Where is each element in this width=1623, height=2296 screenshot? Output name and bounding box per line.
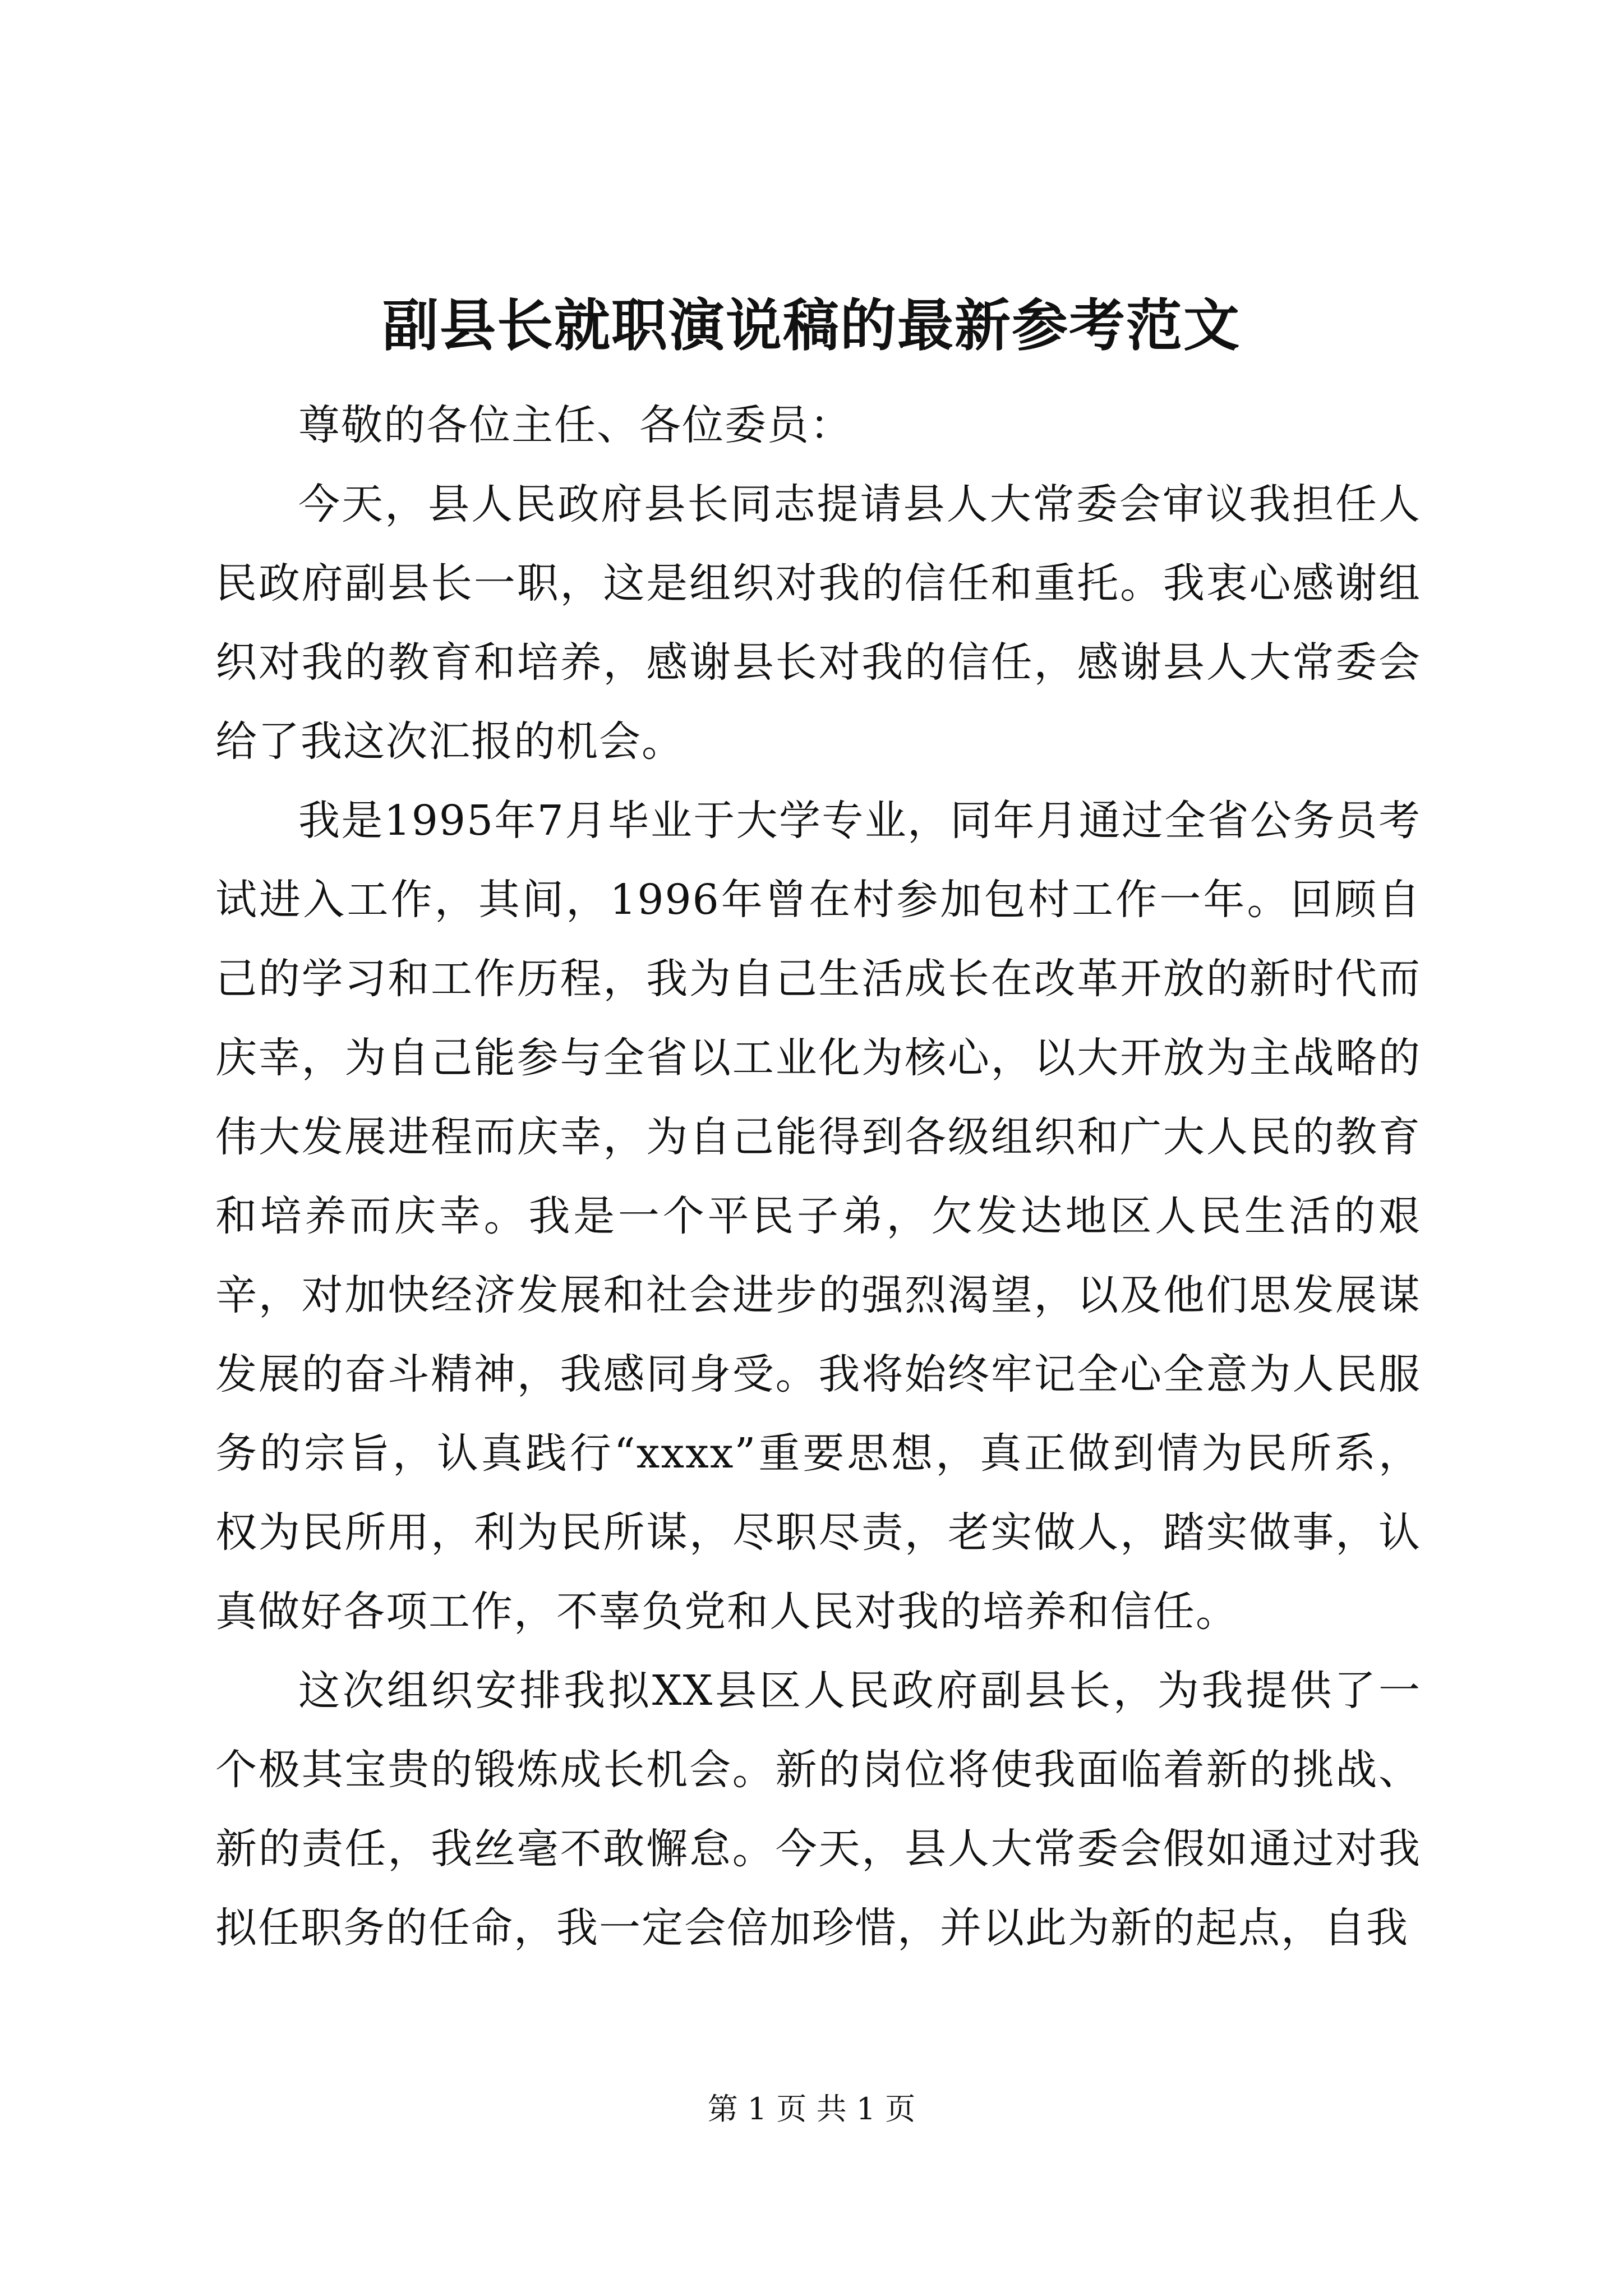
salutation-paragraph: 尊敬的各位主任、各位委员： [298, 401, 852, 449]
page-number-footer: 第 1 页 共 1 页 [707, 2091, 916, 2127]
document-title: 副县长就职演说稿的最新参考范文 [382, 292, 1241, 358]
document-body [215, 386, 1421, 1968]
body-paragraph-1: 今天，县人民政府县长同志提请县人大常委会审议我担任人民政府副县长一职，这是组织对我的信任和重托。我衷心感谢组织对我的教育和培养，感谢县长对我的信任，感谢县人大常委会给了我这次汇报的机会。 [215, 480, 1421, 766]
body-paragraph-3: 这次组织安排我拟XX县区人民政府副县长，为我提供了一个极其宝贵的锻炼成长机会。新的岗位将使我面临着新的挑战、新的责任，我丝毫不敢懈怠。今天，县人大常委会假如通过对我拟任职务的任命，我一定会倍加珍惜，并以此为新的起点，自我 [215, 1667, 1421, 1952]
body-paragraph-2: 我是1995年7月毕业于大学专业，同年月通过全省公务员考试进入工作，其间，1996年曾在村参加包村工作一年。回顾自己的学习和工作历程，我为自己生活成长在改革开放的新时代而庆幸，为自己能参与全省以工业化为核心，以大开放为主战略的伟大发展进程而庆幸，为自己能得到各级组织和广大人民的教育和培养而庆幸。我是一个平民子弟，欠发达地区人民生活的艰辛，对加快经济发展和社会进步的强烈渴望，以及他们思发展谋发展的奋斗精神，我感同身受。我将始终牢记全心全意为人民服务的宗旨，认真践行“xxxx”重要思想，真正做到情为民所系，权为民所用，利为民所谋，尽职尽责，老实做人，踏实做事，认真做好各项工作，不辜负党和人民对我的培养和信任。 [215, 797, 1421, 1636]
